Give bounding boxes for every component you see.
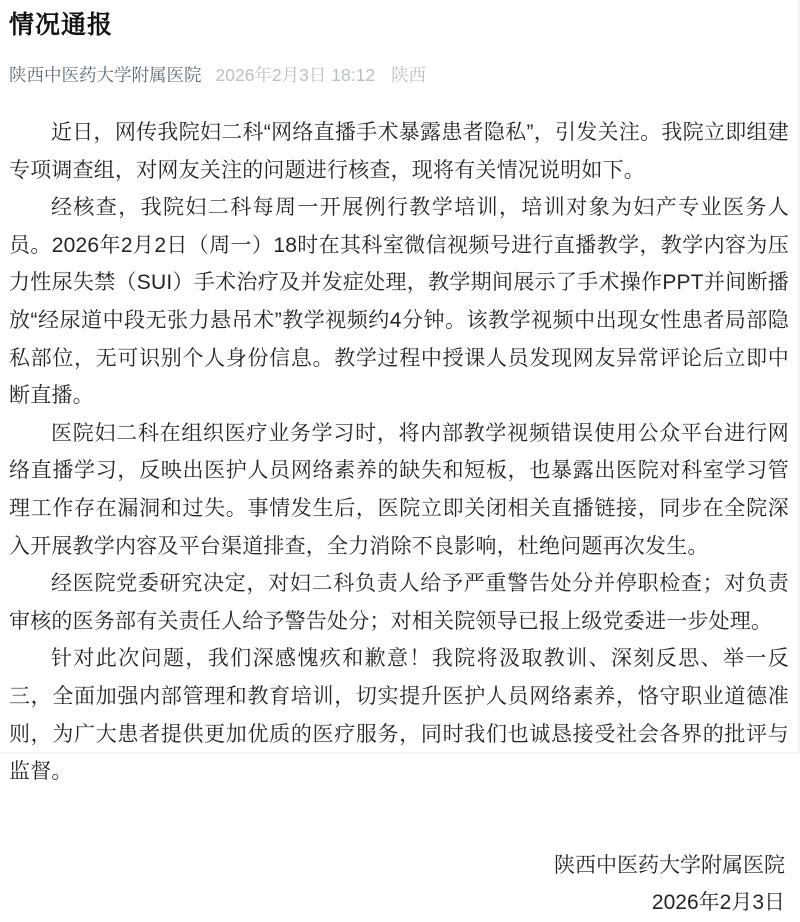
publisher-name[interactable]: 陕西中医药大学附属医院 (9, 65, 202, 85)
signature-block (9, 847, 789, 922)
post-location: 陕西 (391, 65, 427, 85)
notice-paragraph: 近日，网传我院妇二科“网络直播手术暴露患者隐私”，引发关注。我院立即组建专项调查组，对网友关注的问题进行核查，现将有关情况说明如下。 (9, 121, 789, 182)
signature-date: 2026年2月3日 (651, 891, 785, 915)
notice-paragraph: 经核查，我院妇二科每周一开展例行教学培训，培训对象为妇产专业医务人员。2026年2月2日（周一）18时在其科室微信视频号进行直播教学，教学内容为压力性尿失禁（SUI）手术治疗及并发症处理，教学期间展示了手术操作PPT并间断播放“经尿道中段无张力悬吊术”教学视频约4分钟。该教学视频中出现女性患者局部隐私部位，无可识别个人身份信息。教学过程中授课人员发现网友异常评论后立即中断直播。 (9, 196, 789, 408)
post-timestamp: 2026年2月3日 18:12 (215, 65, 376, 85)
notice-paragraph: 医院妇二科在组织医疗业务学习时，将内部教学视频错误使用公众平台进行网络直播学习，反映出医护人员网络素养的缺失和短板，也暴露出医院对科室学习管理工作存在漏洞和过失。事情发生后，医院立即关闭相关直播链接，同步在全院深入开展教学内容及平台渠道排查，全力消除不良影响，杜绝问题再次发生。 (9, 421, 789, 558)
post-meta (9, 64, 789, 86)
notice-body (9, 114, 789, 791)
notice-paragraph: 针对此次问题，我们深感愧疚和歉意！我院将汲取教训、深刻反思、举一反三，全面加强内部管理和教育培训，切实提升医护人员网络素养，恪守职业道德准则，为广大患者提供更加优质的医疗服务，同时我们也诚恳接受社会各界的批评与监督。 (9, 647, 789, 784)
signature-name: 陕西中医药大学附属医院 (554, 853, 785, 877)
notice-paragraph: 经医院党委研究决定，对妇二科负责人给予严重警告处分并停职检查；对负责审核的医务部有关责任人给予警告处分；对相关院领导已报上级党委进一步处理。 (9, 572, 789, 633)
page-title: 情况通报 (9, 11, 114, 39)
